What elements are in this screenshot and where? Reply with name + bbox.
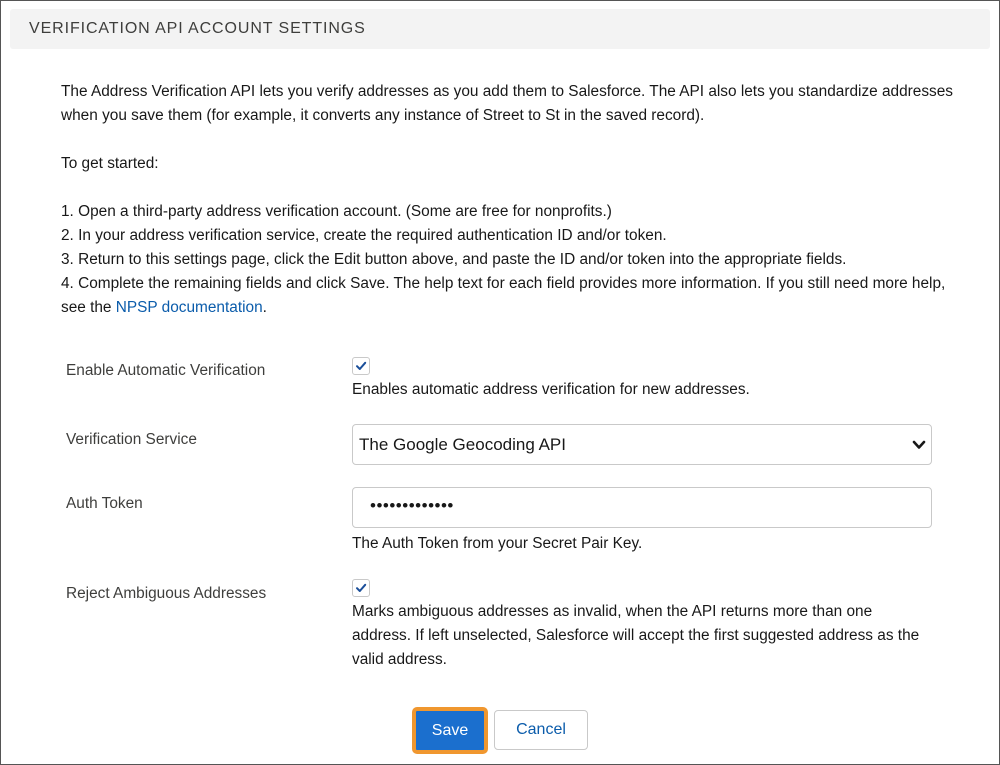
enable-auto-verification-checkbox[interactable]	[352, 357, 370, 375]
checkmark-icon	[355, 582, 367, 594]
auth-token-value: •••••••••••••	[370, 496, 454, 515]
get-started-heading: To get started:	[61, 155, 159, 172]
auth-token-label: Auth Token	[66, 495, 143, 512]
step-4	[61, 272, 961, 320]
chevron-down-icon	[911, 438, 927, 452]
step-4-text: 4. Complete the remaining fields and click Save. The help text for each field provides more information. If you still need more help, see the	[61, 275, 946, 316]
step-4-end: .	[262, 299, 267, 316]
reject-ambiguous-help: Marks ambiguous addresses as invalid, when the API returns more than one address. If left unselected, Salesforce will accept the first suggested address as the valid address.	[352, 603, 920, 668]
reject-ambiguous-label: Reject Ambiguous Addresses	[66, 585, 267, 602]
verification-service-value: The Google Geocoding API	[359, 435, 566, 454]
section-header	[10, 9, 990, 49]
section-title: VERIFICATION API ACCOUNT SETTINGS	[29, 20, 366, 37]
save-button[interactable]: Save	[412, 707, 488, 754]
auth-token-input[interactable]	[352, 487, 932, 528]
verification-service-label: Verification Service	[66, 431, 197, 448]
cancel-button[interactable]: Cancel	[494, 710, 588, 750]
reject-ambiguous-checkbox[interactable]	[352, 579, 370, 597]
enable-auto-verification-help: Enables automatic address verification for new addresses.	[352, 381, 750, 398]
checkmark-icon	[355, 360, 367, 372]
verification-service-select[interactable]	[352, 424, 932, 465]
intro-paragraph: The Address Verification API lets you verify addresses as you add them to Salesforce. The API also lets you standardize addresses when you save them (for example, it converts any instance of Street to St in the saved record).	[61, 83, 954, 124]
npsp-documentation-link[interactable]: NPSP documentation	[115, 299, 263, 316]
auth-token-help: The Auth Token from your Secret Pair Key.	[352, 535, 643, 552]
step-2: 2. In your address verification service, create the required authentication ID and/or token.	[61, 227, 667, 244]
intro-text	[61, 80, 961, 320]
step-3: 3. Return to this settings page, click the Edit button above, and paste the ID and/or token into the appropriate fields.	[61, 251, 847, 268]
step-1: 1. Open a third-party address verification account. (Some are free for nonprofits.)	[61, 203, 612, 220]
enable-auto-verification-label: Enable Automatic Verification	[66, 362, 266, 379]
